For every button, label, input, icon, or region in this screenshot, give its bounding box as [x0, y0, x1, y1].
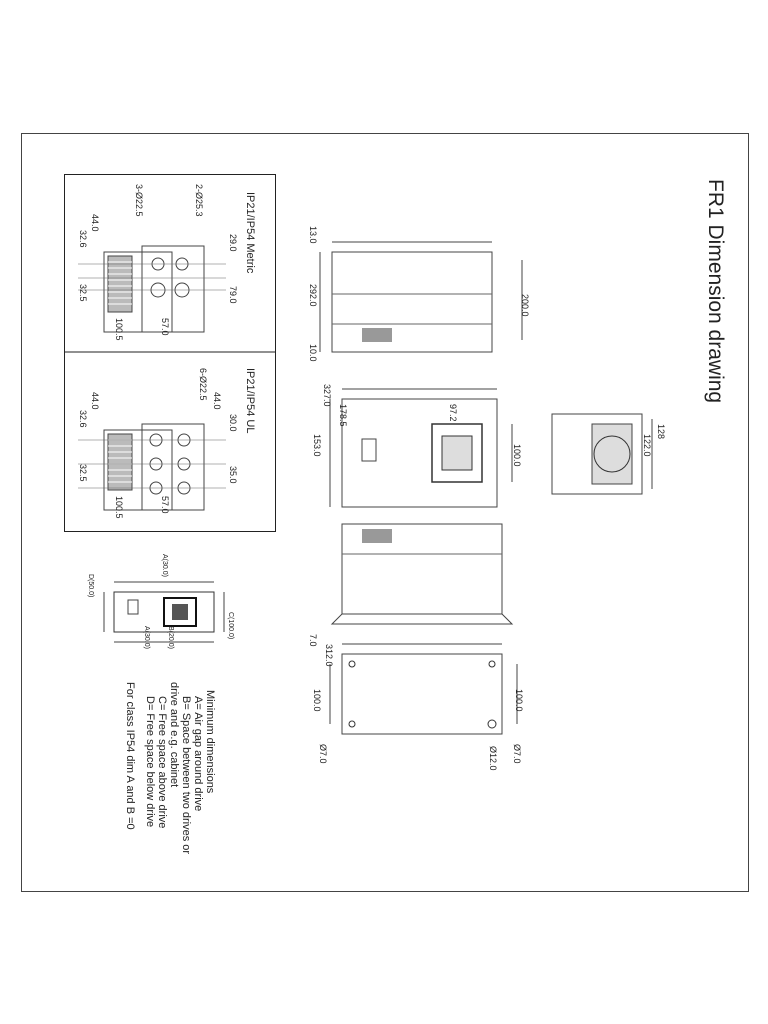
view-dim-label: 327.0 — [322, 384, 332, 407]
clearance-label: A(30.0) — [143, 626, 150, 649]
view-dim-label: 178.5 — [338, 404, 348, 427]
ul-dim-label: 32.5 — [78, 464, 88, 482]
notes-footer: For class IP54 dim A and B =0 — [124, 682, 136, 830]
metric-dim-label: 79.0 — [228, 286, 238, 304]
ul-dim-label: 30.0 — [228, 414, 238, 432]
drawing-title: FR1 Dimension drawing — [704, 179, 727, 404]
metric-panel-title: IP21/IP54 Metric — [244, 192, 256, 274]
notes-line: drive and e.g. cabinet — [168, 682, 180, 788]
view-dim-label: 100.0 — [312, 689, 322, 712]
metric-dim-label: 32.6 — [78, 230, 88, 248]
metric-dim-label: 44.0 — [90, 214, 100, 232]
rear-view — [332, 524, 512, 624]
view-dim-label: Ø7.0 — [512, 744, 522, 764]
clearance-label: A(30.0) — [161, 554, 168, 577]
ul-dim-label: 57.0 — [160, 496, 170, 514]
notes-line: B= Space between two drives or — [180, 696, 192, 855]
notes-line: C= Free space above drive — [156, 696, 168, 829]
clearance-label: D(50.0) — [87, 574, 94, 598]
metric-plate-outline — [78, 246, 226, 332]
ul-panel-title: IP21/IP54 UL — [244, 368, 256, 434]
orthographic-views — [302, 224, 682, 764]
ul-dim-label: 35.0 — [228, 466, 238, 484]
clearance-label: C(100.0) — [227, 612, 234, 640]
drawing-sheet — [21, 133, 749, 892]
view-dim-label: Ø7.0 — [318, 744, 328, 764]
metric-dim-label: 57.0 — [160, 318, 170, 336]
clearance-label: B(20.0) — [167, 626, 174, 649]
view-dim-label: Ø12.0 — [488, 746, 498, 771]
metric-dim-label: 32.5 — [78, 284, 88, 302]
view-dim-label: 100.0 — [514, 689, 524, 712]
side-view-top — [320, 242, 522, 352]
view-dim-label: 7.0 — [308, 634, 318, 647]
view-dim-label: 153.0 — [312, 434, 322, 457]
view-dim-label: 128 — [656, 424, 666, 440]
ul-dim-label: 32.6 — [78, 410, 88, 428]
metric-dim-label: 3-Ø22.5 — [134, 184, 144, 217]
metric-dim-label: 2-Ø25.3 — [194, 184, 204, 217]
notes-line: A= Air gap around drive — [192, 696, 204, 812]
ul-dim-label: 100.5 — [114, 496, 124, 519]
ul-plate-outline — [78, 424, 226, 510]
end-view-fan — [552, 414, 652, 494]
view-dim-label: 13.0 — [308, 226, 318, 244]
view-dim-label: 100.0 — [512, 444, 522, 467]
view-dim-label: 200.0 — [520, 294, 530, 317]
metric-dim-label: 29.0 — [228, 234, 238, 252]
view-dim-label: 292.0 — [308, 284, 318, 307]
view-dim-label: 97.2 — [448, 404, 458, 422]
notes-block — [124, 682, 216, 854]
mounting-view — [330, 644, 517, 734]
ul-dim-label: 44.0 — [212, 392, 222, 410]
metric-dim-label: 100.5 — [114, 318, 124, 341]
front-view — [330, 389, 512, 507]
ul-dim-label: 44.0 — [90, 392, 100, 410]
view-dim-label: 122.0 — [642, 434, 652, 457]
view-dim-label: 10.0 — [308, 344, 318, 362]
ul-dim-label: 6-Ø22.5 — [198, 368, 208, 401]
notes-heading: Minimum dimensions — [204, 690, 216, 794]
view-dim-label: 312.0 — [324, 644, 334, 667]
notes-line: D= Free space below drive — [144, 696, 156, 828]
